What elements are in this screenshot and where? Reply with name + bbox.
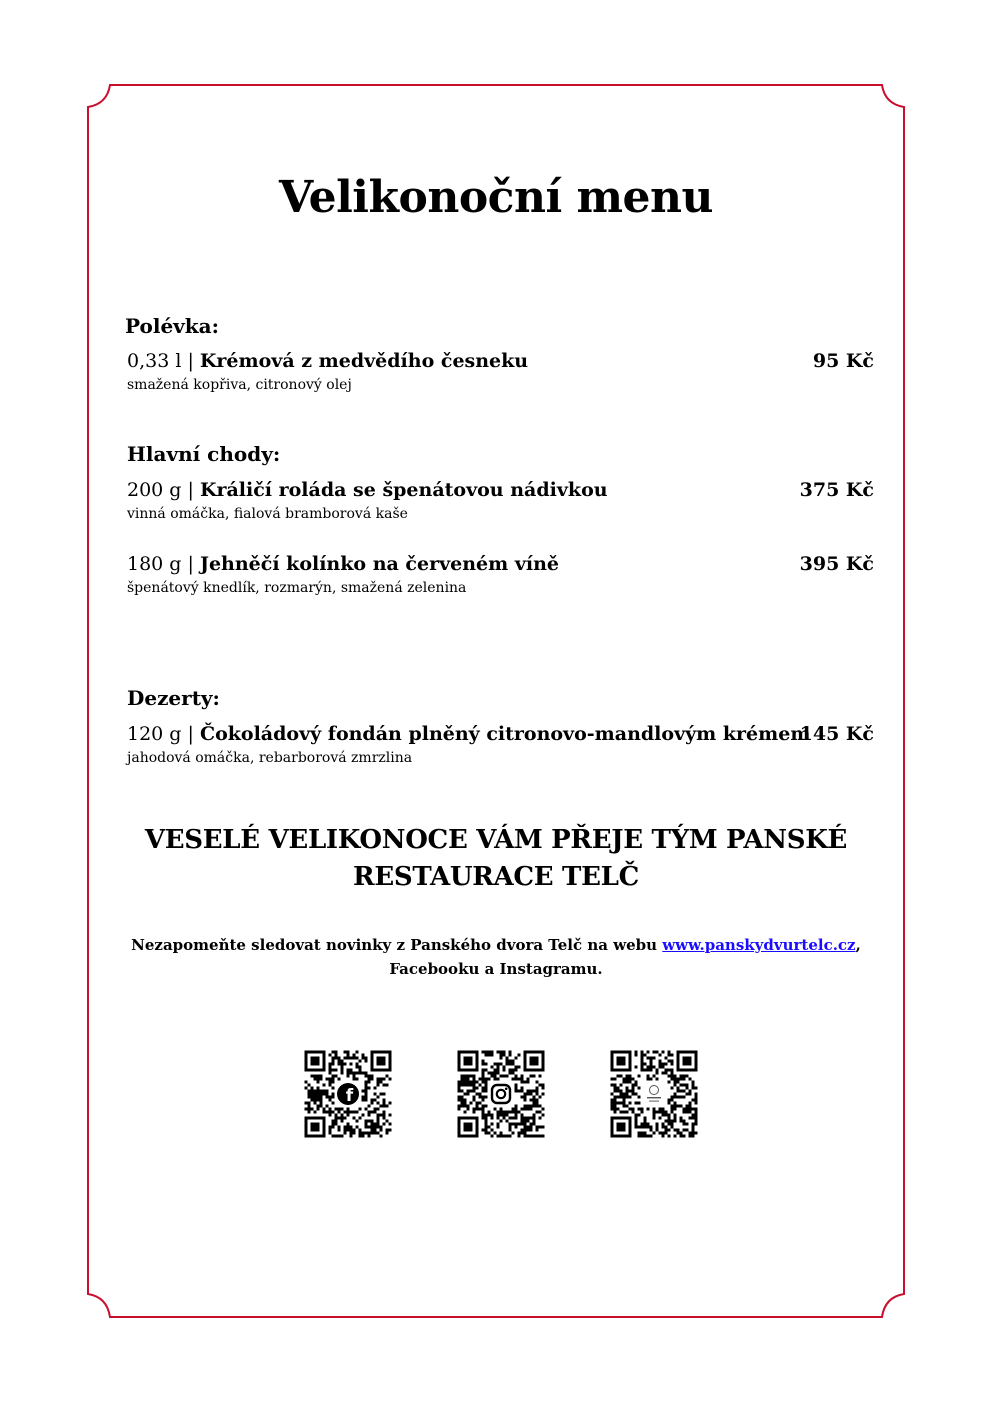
item-quantity: 0,33 l | — [127, 350, 200, 372]
panskydvur-logo-icon — [644, 1084, 664, 1104]
menu-item — [127, 553, 874, 596]
item-quantity: 120 g | — [127, 723, 200, 745]
item-price: 145 Kč — [799, 723, 874, 745]
item-quantity: 180 g | — [127, 553, 200, 575]
item-description: špenátový knedlík, rozmarýn, smažená zelenina — [127, 580, 467, 596]
qr-finder-pattern — [524, 1051, 545, 1072]
website-link[interactable]: www.panskydvurtelc.cz — [662, 936, 856, 954]
item-name: Jehněčí kolínko na červeném víně — [199, 553, 560, 575]
item-name: Krémová z medvědího česneku — [199, 350, 529, 372]
item-price: 395 Kč — [799, 553, 874, 575]
follow-note — [100, 933, 892, 981]
item-quantity: 200 g | — [127, 479, 200, 501]
qr-code-website[interactable] — [610, 1050, 698, 1138]
menu-item — [127, 350, 874, 393]
qr-code-facebook[interactable] — [304, 1050, 392, 1138]
easter-greeting — [100, 822, 892, 896]
greeting-line-1: VESELÉ VELIKONOCE VÁM PŘEJE TÝM PANSKÉ — [144, 825, 848, 855]
qr-code-instagram[interactable] — [457, 1050, 545, 1138]
qr-finder-pattern — [305, 1117, 326, 1138]
qr-finder-pattern — [611, 1051, 632, 1072]
follow-text-line-2: Facebooku a Instagramu. — [389, 960, 603, 978]
item-price: 95 Kč — [812, 350, 874, 372]
section-title-soup: Polévka: — [125, 314, 219, 338]
follow-text: Nezapomeňte sledovat novinky z Panského dvora Telč na webu — [131, 936, 663, 954]
qr-finder-pattern — [677, 1051, 698, 1072]
item-name: Králičí roláda se špenátovou nádivkou — [199, 479, 608, 501]
qr-finder-pattern — [458, 1051, 479, 1072]
item-description: smažená kopřiva, citronový olej — [127, 377, 352, 393]
section-title-desserts: Dezerty: — [127, 686, 220, 710]
menu-item — [127, 723, 874, 766]
item-price: 375 Kč — [799, 479, 874, 501]
svg-text:f: f — [345, 1086, 354, 1106]
item-name: Čokoládový fondán plněný citronovo-mandlovým krémem — [199, 723, 811, 745]
qr-finder-pattern — [305, 1051, 326, 1072]
greeting-line-2: RESTAURACE TELČ — [353, 862, 639, 892]
item-description: jahodová omáčka, rebarborová zmrzlina — [127, 750, 413, 766]
follow-text-end: , — [855, 936, 861, 954]
facebook-icon — [337, 1083, 359, 1106]
item-description: vinná omáčka, fialová bramborová kaše — [127, 506, 408, 522]
instagram-icon — [492, 1085, 510, 1103]
section-title-mains: Hlavní chody: — [127, 442, 281, 466]
qr-finder-pattern — [611, 1117, 632, 1138]
menu-item — [127, 479, 874, 522]
qr-finder-pattern — [371, 1051, 392, 1072]
page-title: Velikonoční menu — [278, 172, 714, 223]
qr-finder-pattern — [458, 1117, 479, 1138]
